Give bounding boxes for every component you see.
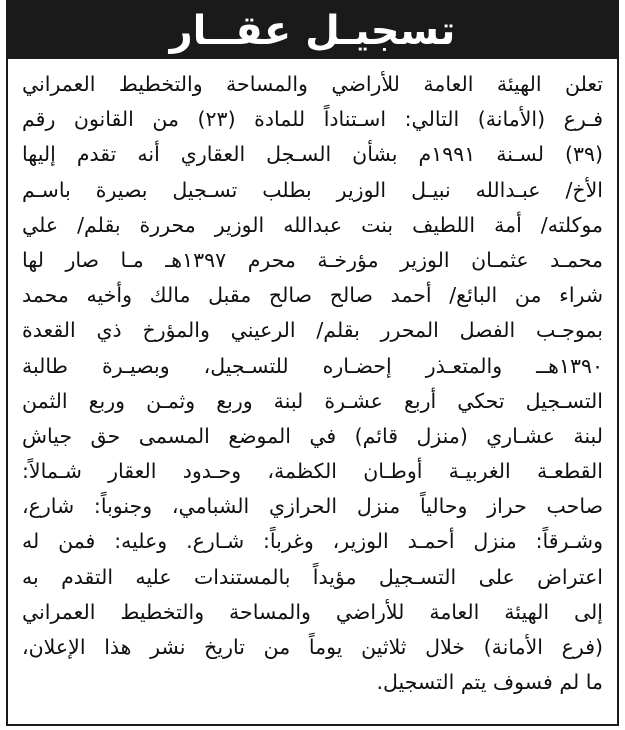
notice-line: التسـجيل تحكي أربع عشـرة لبنة وربع وثمـن وربع الثمن xyxy=(22,388,603,413)
notice-line: القطعـة الغربيـة أوطـان الكظمة، وحـدود العقار شـمالاً: xyxy=(22,459,603,484)
notice-line: تعلن الهيئة العامة للأراضي والمساحة والتخطيط العمراني xyxy=(22,72,603,96)
notice-header xyxy=(8,2,617,59)
notice-body xyxy=(8,59,617,700)
legal-notice xyxy=(6,0,619,726)
notice-line: اعتراض على التسـجيل مؤيداً بالمستندات عليه التقدم به xyxy=(22,564,603,589)
notice-title: تسجيـل عقــار xyxy=(169,7,456,54)
notice-line: صاحب حراز وحالياً منزل الحرازي الشبامي، وجنوباً: شارع، xyxy=(22,494,603,519)
notice-line: فـرع (الأمانة) التالي: اسـتناداً للمادة (٢٣) من القانون رقم xyxy=(22,107,603,132)
notice-line: شراء من البائع/ أحمد صالح صالح مقبل مالك وأخيه محمد xyxy=(22,283,603,308)
notice-line: محمـد عثمـان الوزير مؤرخـة محرم ١٣٩٧هـ مـا صار لها xyxy=(22,247,603,272)
notice-line: (فرع الأمانة) خلال ثلاثين يوماً من تاريخ نشر هذا الإعلان، xyxy=(22,635,603,659)
notice-line: (٣٩) لسـنة ١٩٩١م بشأن السـجل العقاري أنه تقدم إليها xyxy=(22,142,603,167)
notice-line: إلى الهيئة العامة للأراضي والمساحة والتخطيط العمراني xyxy=(22,599,603,624)
notice-line: ١٣٩٠هــ والمتعـذر إحضـاره للتسـجيل، وبصيـرة طالبة xyxy=(22,353,603,378)
notice-line: وشـرقاً: منزل أحمـد الوزير، وغرباً: شـارع. وعليه: فمن له xyxy=(22,529,603,554)
notice-line: موكلته/ أمة اللطيف بنت عبدالله الوزير محررة بقلم/ علي xyxy=(22,212,603,237)
notice-line-last: ما لم فسوف يتم التسجيل. xyxy=(376,670,603,695)
notice-line: بموجـب الفصل المحرر بقلم/ الرعيني والمؤرخ ذي القعدة xyxy=(22,318,603,343)
notice-line: لبنة عشـاري (منزل قائم) في الموضع المسمى حق جياش xyxy=(22,423,603,448)
notice-line: الأخ/ عبـدالله نبيـل الوزير بطلب تسـجيل بصيرة باسـم xyxy=(22,177,603,202)
